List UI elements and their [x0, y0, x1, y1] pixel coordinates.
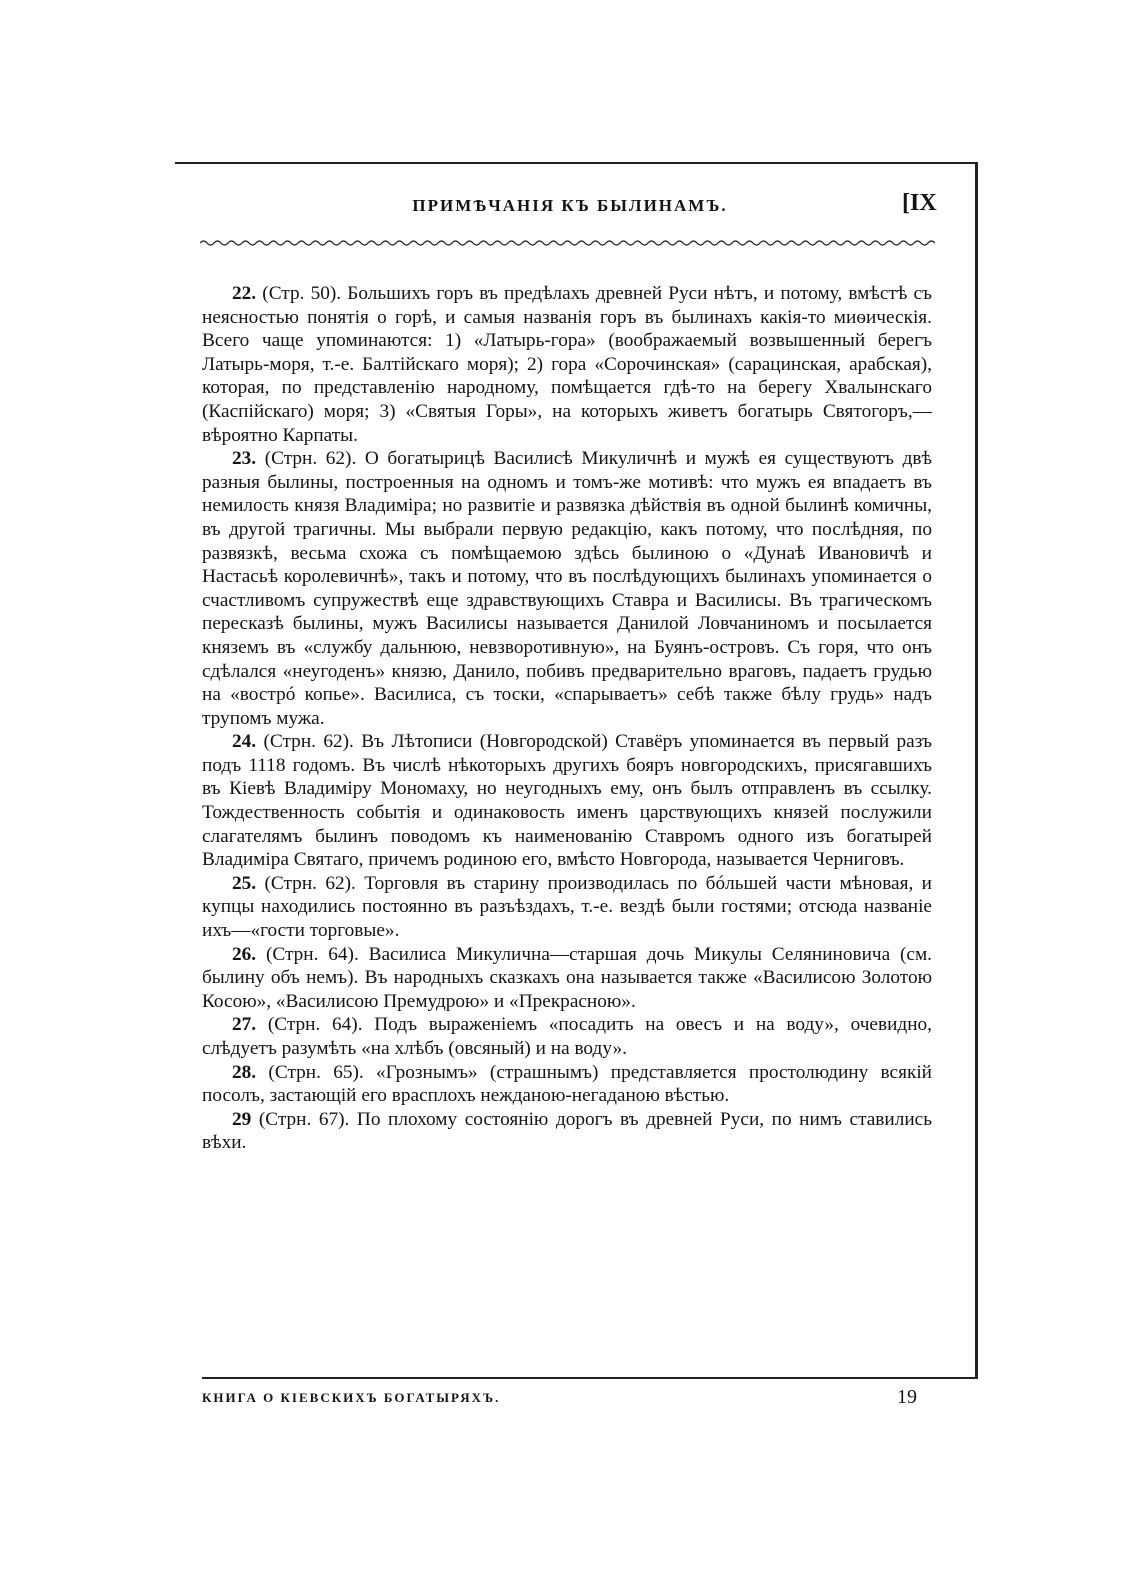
note-text: (Стрн. 62). О богатырицѣ Василисѣ Микуличнѣ и мужѣ ея существуютъ двѣ разныя былины, построенныя на одномъ и томъ-же мотивѣ: что мужъ ея впадаетъ въ немилость князя Владиміра; но развитіе и развязка дѣйствія въ одной былинѣ комичны, въ другой трагичны. Мы выбрали первую редакцію, какъ потому, что послѣдняя, по развязкѣ, весьма схожа съ помѣщаемою здѣсь былиною о «Дунаѣ Ивановичѣ и Настасьѣ королевичнѣ», такъ и потому, что въ послѣдующихъ былинахъ упоминается о счастливомъ супружествѣ еще здравствующихъ Ставра и Василисы. Въ трагическомъ пересказѣ былины, мужъ Василисы называется Данилой Ловчаниномъ и посылается княземъ въ «службу дальнюю, невзворотивную», на Буянъ-островъ. Съ горя, что онъ сдѣлался «неугоденъ» князю, Данило, побивъ предварительно враговъ, падаетъ грудью на «вострó копье». Василиса, съ тоски, «спарываетъ» себѣ также бѣлу грудь» надъ трупомъ мужа.	[202, 448, 932, 729]
note-27	[202, 1013, 932, 1060]
note-number: 25.	[232, 872, 257, 894]
note-text: (Стрн. 65). «Грознымъ» (страшнымъ) представляется простолюдину всякій посолъ, застающій его врасплохъ нежданою-негаданою вѣстью.	[202, 1061, 932, 1107]
note-25	[202, 872, 932, 943]
frame-right-rule	[975, 162, 978, 1378]
note-number: 22.	[232, 283, 257, 304]
note-28	[202, 1061, 932, 1108]
running-title: ПРИМѢЧАНІЯ КЪ БЫЛИНАМЪ.	[412, 196, 728, 215]
note-text: (Стрн. 64). Василиса Микулична—старшая дочь Микулы Селяниновича (см. былину объ немъ). Въ народныхъ сказкахъ она называется также «Василисою Золотою Косою», «Василисою Премудрою» и «Прекрасною».	[202, 943, 932, 1012]
note-22	[202, 282, 932, 447]
notes-body	[202, 282, 932, 1155]
decorative-wave-rule	[200, 236, 935, 250]
signature-mark: КНИГА О КІЕВСКИХЪ БОГАТЫРЯХЪ.	[202, 1390, 501, 1405]
note-text: (Стрн. 64). Подъ выраженіемъ «посадить на овесъ и на воду», очевидно, слѣдуетъ разумѣть «на хлѣбъ (овсяный) и на воду».	[202, 1014, 932, 1059]
frame-bottom-rule	[202, 1377, 978, 1379]
note-number: 24.	[232, 731, 257, 753]
frame-top-rule	[175, 162, 977, 164]
note-text: (Стр. 50). Большихъ горъ въ предѣлахъ древней Руси нѣтъ, и потому, вмѣстѣ съ неясностью понятія о горѣ, и самыя названія горъ въ былинахъ какія-то миѳическія. Всего чаще упоминаются: 1) «Латырь-гора» (воображаемый возвышенный берегъ Латырь-моря, т.-е. Балтійскаго моря); 2) гора «Сорочинская» (сарацинская, арабская), которая, по представленію народному, помѣщается гдѣ-то на берегу Хвалынскаго (Каспійскаго) моря; 3) «Святыя Горы», на которыхъ живетъ богатырь Святогоръ,—вѣроятно Карпаты.	[202, 283, 932, 446]
note-number: 28.	[232, 1061, 257, 1083]
note-29	[202, 1108, 932, 1155]
note-23	[202, 447, 932, 730]
note-text: (Стрн. 62). Торговля въ старину производилась по бóльшей части мѣновая, и купцы находились постоянно въ разъѣздахъ, т.-е. вездѣ были гостями; отсюда названіе ихъ—«гости торговые».	[202, 872, 932, 942]
note-number: 27.	[232, 1014, 257, 1036]
note-number: 26.	[232, 943, 257, 965]
note-text: (Стрн. 67). По плохому состоянію дорогъ въ древней Руси, по нимъ ставились вѣхи.	[202, 1108, 932, 1154]
note-number: 29	[232, 1108, 252, 1130]
page-roman-numeral: [IX	[902, 190, 937, 216]
note-24	[202, 730, 932, 872]
page-number: 19	[897, 1386, 917, 1408]
note-number: 23.	[232, 448, 257, 470]
note-26	[202, 943, 932, 1014]
note-text: (Стрн. 62). Въ Лѣтописи (Новгородской) Ставёръ упоминается въ первый разъ подъ 1118 годомъ. Въ числѣ нѣкоторыхъ другихъ бояръ новгородскихъ, присягавшихъ въ Кіевѣ Владиміру Мономаху, но неугодныхъ ему, онъ былъ отправленъ въ ссылку. Тождественность событія и одинаковость именъ царствующихъ князей послужили слагателямъ былинъ поводомъ къ наименованію Ставромъ одного изъ богатырей Владиміра Святаго, причемъ родиною его, вмѣсто Новгорода, называется Черниговъ.	[202, 731, 932, 871]
